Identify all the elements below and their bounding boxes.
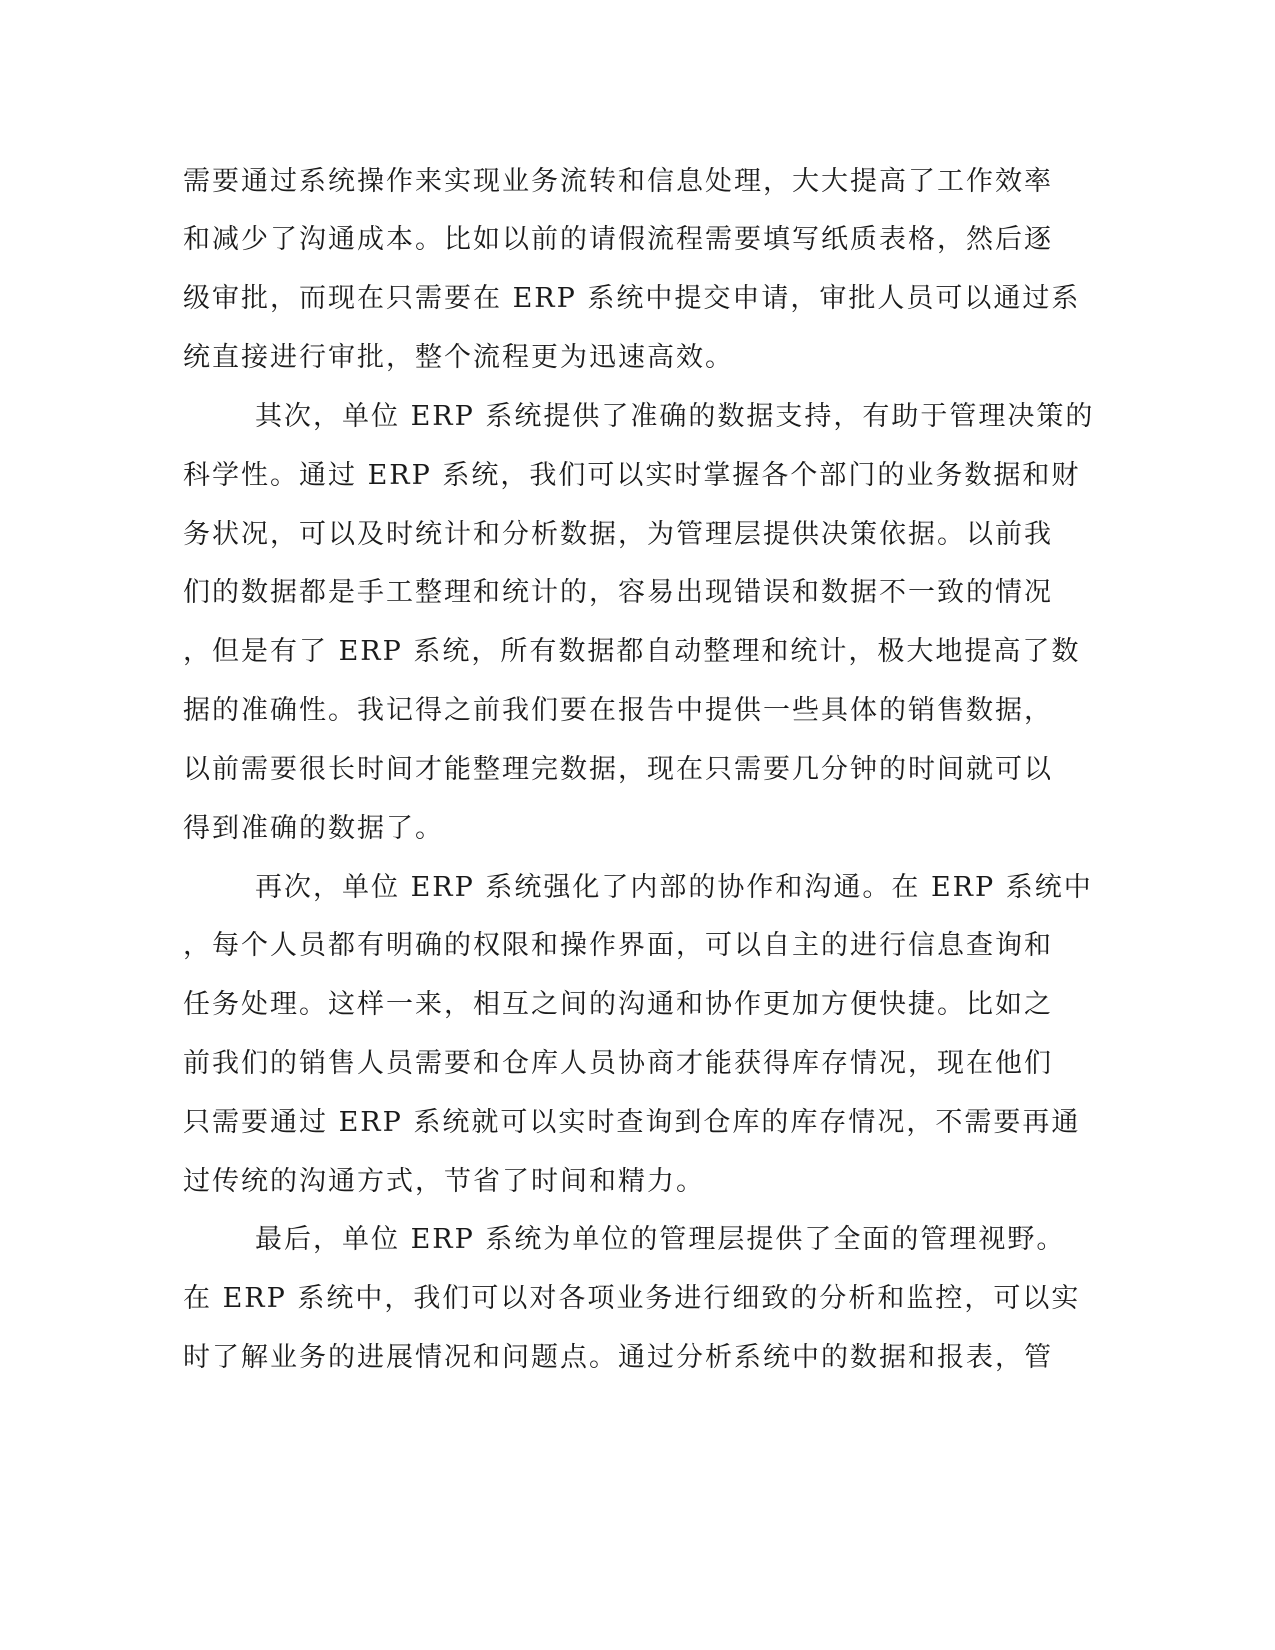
text-line: 任务处理。这样一来，相互之间的沟通和协作更加方便快捷。比如之 <box>183 989 1053 1020</box>
paragraph-first-line: 最后，单位 ERP 系统为单位的管理层提供了全面的管理视野。 <box>255 1224 1066 1255</box>
text-line: 在 ERP 系统中，我们可以对各项业务进行细致的分析和监控，可以实 <box>183 1283 1081 1314</box>
text-line: 和减少了沟通成本。比如以前的请假流程需要填写纸质表格，然后逐 <box>183 224 1053 255</box>
text-line: 时了解业务的进展情况和问题点。通过分析系统中的数据和报表，管 <box>183 1342 1053 1373</box>
text-line: 只需要通过 ERP 系统就可以实时查询到仓库的库存情况，不需要再通 <box>183 1107 1081 1138</box>
text-line: 以前需要很长时间才能整理完数据，现在只需要几分钟的时间就可以 <box>183 754 1053 785</box>
text-line: 们的数据都是手工整理和统计的，容易出现错误和数据不一致的情况 <box>183 577 1053 608</box>
text-line: 据的准确性。我记得之前我们要在报告中提供一些具体的销售数据， <box>183 695 1053 726</box>
paragraph-first-line: 其次，单位 ERP 系统提供了准确的数据支持，有助于管理决策的 <box>255 401 1095 432</box>
text-line: ，但是有了 ERP 系统，所有数据都自动整理和统计，极大地提高了数 <box>183 636 1081 667</box>
text-line: 级审批，而现在只需要在 ERP 系统中提交申请，审批人员可以通过系 <box>183 283 1081 314</box>
paragraph-first-line: 再次，单位 ERP 系统强化了内部的协作和沟通。在 ERP 系统中 <box>255 872 1093 903</box>
text-line: 科学性。通过 ERP 系统，我们可以实时掌握各个部门的业务数据和财 <box>183 460 1081 491</box>
text-line: ，每个人员都有明确的权限和操作界面，可以自主的进行信息查询和 <box>183 930 1053 961</box>
text-line: 统直接进行审批，整个流程更为迅速高效。 <box>183 342 734 373</box>
text-line: 得到准确的数据了。 <box>183 813 444 844</box>
text-line: 前我们的销售人员需要和仓库人员协商才能获得库存情况，现在他们 <box>183 1048 1053 1079</box>
text-line: 需要通过系统操作来实现业务流转和信息处理，大大提高了工作效率 <box>183 166 1053 197</box>
text-line: 过传统的沟通方式，节省了时间和精力。 <box>183 1166 705 1197</box>
text-line: 务状况，可以及时统计和分析数据，为管理层提供决策依据。以前我 <box>183 519 1053 550</box>
